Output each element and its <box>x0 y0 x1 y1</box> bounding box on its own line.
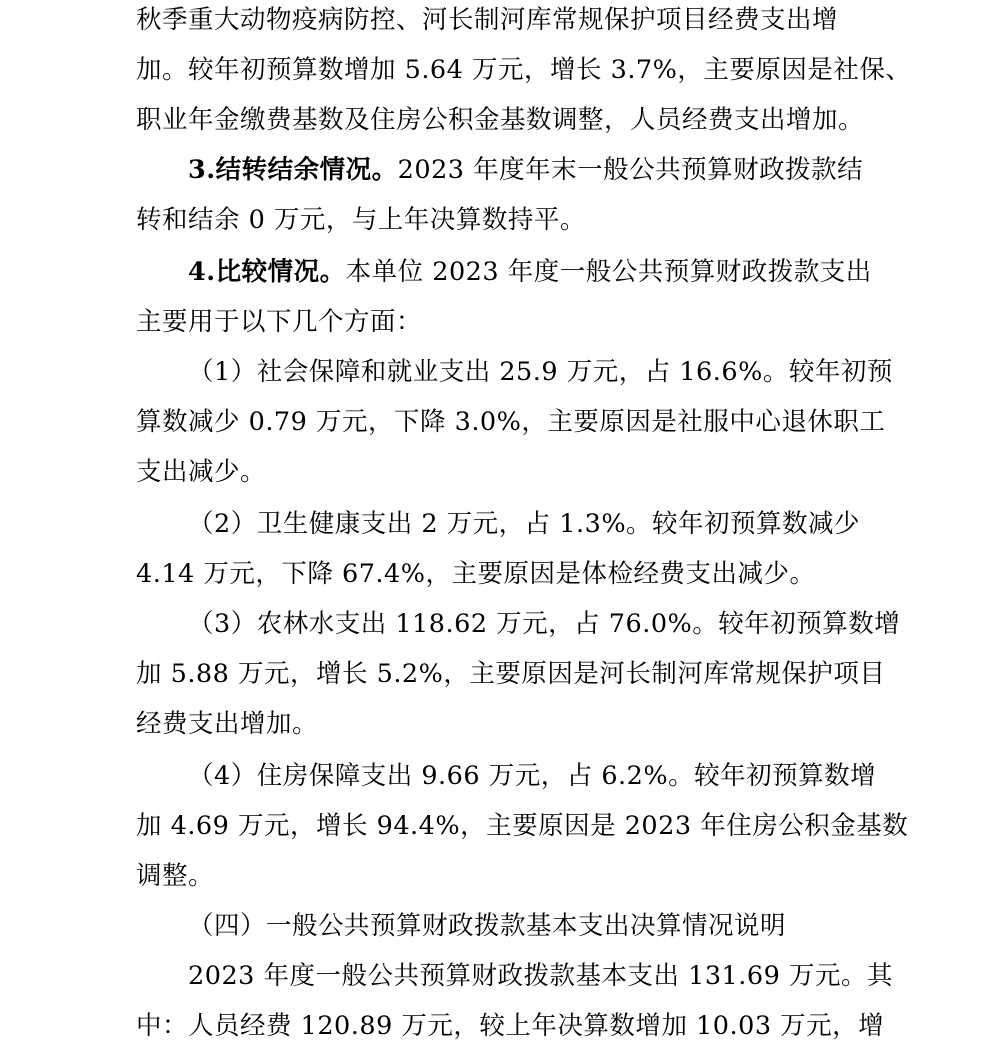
text-line-10-content: 支出减少。 <box>136 457 267 487</box>
text-line-7 <box>136 302 1000 342</box>
paragraph-carryover-heading <box>188 150 1000 190</box>
text-line-5-content: 转和结余 0 万元，与上年决算数持平。 <box>136 205 586 235</box>
text-line-16 <box>188 756 1000 796</box>
text-line-20-content: 2023 年度一般公共预算财政拨款基本支出 131.69 万元。其 <box>188 961 893 991</box>
text-line-11-content: （2）卫生健康支出 2 万元，占 1.3%。较年初预算数减少 <box>188 509 861 539</box>
text-line-14 <box>136 654 1000 694</box>
text-line-12-content: 4.14 万元，下降 67.4%，主要原因是体检经费支出减少。 <box>136 559 816 589</box>
text-line-14-content: 加 5.88 万元，增长 5.2%，主要原因是河长制河库常规保护项目 <box>136 659 886 689</box>
text-line-7-content: 主要用于以下几个方面： <box>136 307 423 337</box>
text-line-1-content: 秋季重大动物疫病防控、河长制河库常规保护项目经费支出增 <box>136 5 839 35</box>
text-line-18-content: 调整。 <box>136 861 215 891</box>
text-line-12 <box>136 554 1000 594</box>
text-line-13 <box>188 604 1000 644</box>
text-line-16-content: （4）住房保障支出 9.66 万元，占 6.2%。较年初预算数增 <box>188 761 877 791</box>
text-line-17-content: 加 4.69 万元，增长 94.4%，主要原因是 2023 年住房公积金基数 <box>136 811 909 841</box>
comparison-lead: 4.比较情况。 <box>188 257 346 287</box>
text-line-3-content: 职业年金缴费基数及住房公积金基数调整，人员经费支出增加。 <box>136 105 865 135</box>
text-line-5 <box>136 200 1000 240</box>
text-line-9-content: 算数减少 0.79 万元，下降 3.0%，主要原因是社服中心退休职工 <box>136 407 886 437</box>
text-line-21-content: 中：人员经费 120.89 万元，较上年决算数增加 10.03 万元，增 <box>136 1011 885 1041</box>
text-line-15-content: 经费支出增加。 <box>136 709 319 739</box>
section-heading <box>188 906 1000 946</box>
text-line-2 <box>136 50 1000 90</box>
text-line-6-content: 本单位 2023 年度一般公共预算财政拨款支出 <box>345 257 872 287</box>
text-line-11 <box>188 504 1000 544</box>
text-line-8 <box>188 352 1000 392</box>
text-line-21 <box>136 1006 1000 1046</box>
text-line-1 <box>136 0 1000 40</box>
text-line-13-content: （3）农林水支出 118.62 万元，占 76.0%。较年初预算数增 <box>188 609 901 639</box>
carryover-lead: 3.结转结余情况。 <box>188 155 398 185</box>
text-line-18 <box>136 856 1000 896</box>
paragraph-comparison-heading <box>188 252 1000 292</box>
text-line-2-content: 加。较年初预算数增加 5.64 万元，增长 3.7%，主要原因是社保、 <box>136 55 912 85</box>
text-line-8-content: （1）社会保障和就业支出 25.9 万元，占 16.6%。较年初预 <box>188 357 893 387</box>
section-heading-text: （四）一般公共预算财政拨款基本支出决算情况说明 <box>188 911 787 941</box>
text-line-17 <box>136 806 1000 846</box>
text-line-9 <box>136 402 1000 442</box>
text-line-4-content: 2023 年度年末一般公共预算财政拨款结 <box>397 155 864 185</box>
text-line-10 <box>136 452 1000 492</box>
text-line-20 <box>188 956 1000 996</box>
text-line-15 <box>136 704 1000 744</box>
text-line-3 <box>136 100 1000 140</box>
